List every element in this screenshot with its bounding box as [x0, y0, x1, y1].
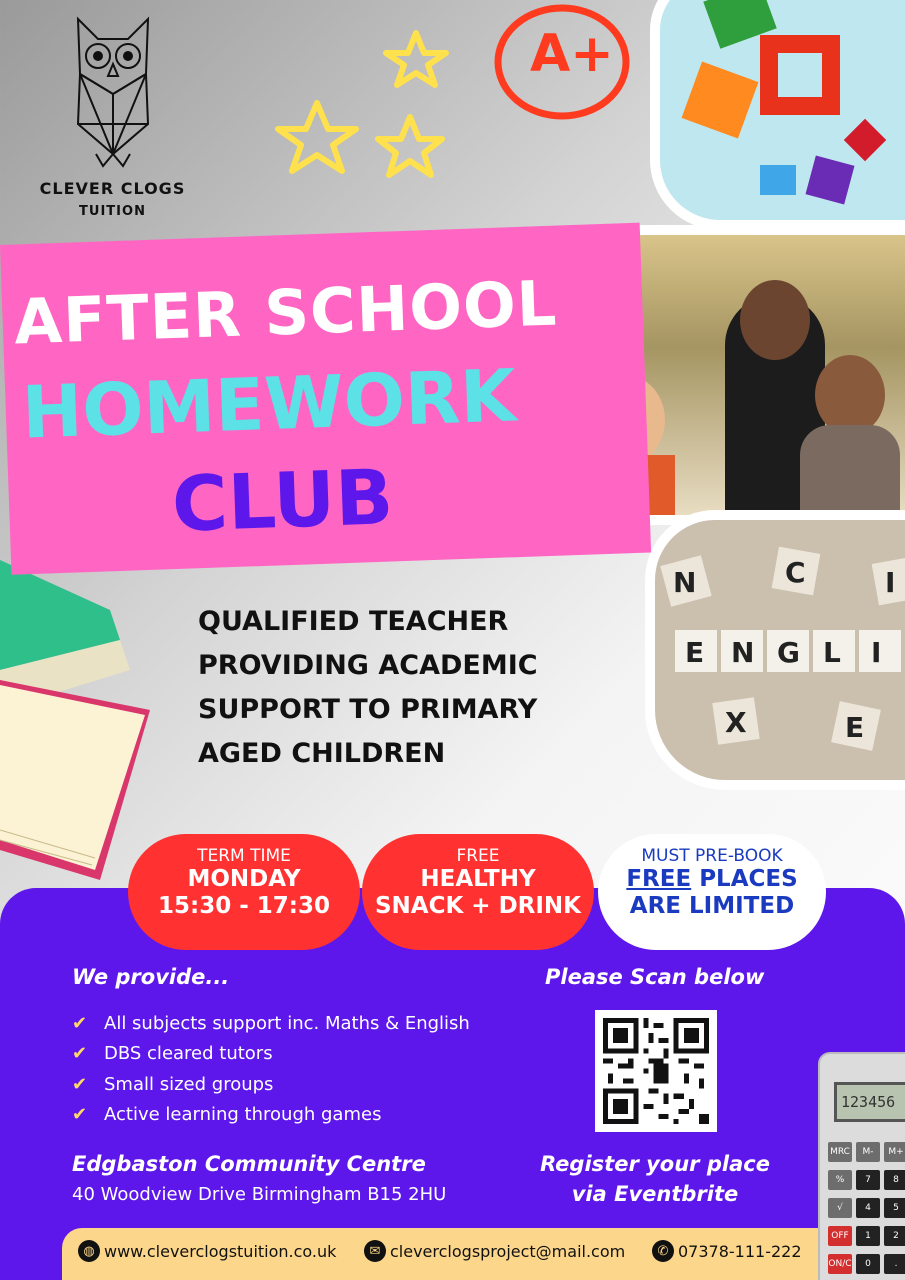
snack-line-1: HEALTHY — [420, 866, 536, 892]
website-link[interactable] — [78, 1240, 336, 1262]
owl-icon — [68, 14, 158, 169]
list-item — [72, 1100, 470, 1131]
list-item-text: All subjects support inc. Maths & English — [104, 1012, 470, 1034]
calc-key: OFF — [828, 1226, 852, 1246]
brand-logo — [30, 14, 195, 224]
calc-key: % — [828, 1170, 852, 1190]
star-icons — [270, 25, 470, 205]
scan-heading: Please Scan below — [545, 965, 765, 989]
free-snack-badge — [362, 834, 594, 950]
check-icon: ✔ — [72, 1043, 88, 1065]
scrabble-photo — [645, 510, 905, 790]
tagline-line: PROVIDING ACADEMIC — [198, 650, 538, 681]
prebook-line-1 — [598, 866, 826, 893]
list-item-text: Small sized groups — [104, 1073, 274, 1095]
tagline-line: QUALIFIED TEACHER — [198, 606, 509, 637]
letter-tiles — [655, 520, 905, 790]
qr-code-icon — [603, 1018, 709, 1124]
check-icon: ✔ — [72, 1104, 88, 1126]
provide-list — [72, 1008, 470, 1130]
term-time-badge — [128, 834, 360, 950]
places-text: PLACES — [691, 866, 798, 892]
calc-key: 4 — [856, 1198, 880, 1218]
free-underlined: FREE — [626, 866, 692, 892]
svg-text:X: X — [725, 706, 747, 739]
title-line-3: CLUB — [170, 452, 395, 549]
snack-line-2: SNACK + DRINK — [374, 893, 582, 919]
svg-text:E: E — [845, 711, 865, 744]
term-label: TERM TIME — [197, 846, 291, 866]
calc-key: . — [884, 1254, 905, 1274]
svg-text:L: L — [823, 636, 841, 669]
mail-icon: ✉ — [364, 1240, 386, 1262]
svg-text:N: N — [673, 566, 697, 599]
term-day: MONDAY — [187, 866, 301, 892]
calc-key: 8 — [884, 1170, 905, 1190]
website-text: www.cleverclogstuition.co.uk — [104, 1241, 337, 1261]
globe-icon: ◍ — [78, 1240, 100, 1262]
register-line-1: Register your place — [540, 1152, 770, 1176]
email-link[interactable] — [364, 1240, 625, 1262]
calc-key: ON/C — [828, 1254, 852, 1274]
calc-key: M- — [856, 1142, 880, 1162]
svg-text:N: N — [731, 636, 755, 669]
svg-text:G: G — [777, 636, 800, 669]
title-line-2: HOMEWORK — [20, 353, 518, 455]
prebook-label: MUST PRE-BOOK — [641, 846, 783, 866]
grade-badge — [492, 2, 632, 122]
check-icon: ✔ — [72, 1012, 88, 1034]
calc-key: √ — [828, 1198, 852, 1218]
list-item — [72, 1069, 470, 1100]
qr-code[interactable] — [595, 1010, 717, 1132]
venue-name: Edgbaston Community Centre — [72, 1152, 426, 1176]
svg-text:I: I — [885, 566, 896, 599]
list-item — [72, 1008, 470, 1039]
register-line-2[interactable]: via Eventbrite — [571, 1182, 739, 1206]
venue-address: 40 Woodview Drive Birmingham B15 2HU — [72, 1184, 447, 1205]
phone-icon: ✆ — [652, 1240, 674, 1262]
calc-key: MRC — [828, 1142, 852, 1162]
teacher-head — [740, 280, 810, 360]
list-item-text: DBS cleared tutors — [104, 1043, 273, 1065]
calculator-display: 123456 — [834, 1082, 905, 1122]
term-hours: 15:30 - 17:30 — [158, 893, 330, 919]
list-item-text: Active learning through games — [104, 1104, 382, 1126]
tagline — [198, 600, 618, 776]
brand-name: CLEVER CLOGS — [39, 179, 186, 198]
red-diamond-shape — [844, 119, 886, 161]
calc-key: 5 — [884, 1198, 905, 1218]
provide-heading: We provide... — [72, 965, 230, 989]
title-line-1: AFTER SCHOOL — [12, 266, 559, 359]
grade-text: A+ — [530, 24, 614, 84]
phone-text: 07378-111-222 — [678, 1241, 802, 1261]
calc-key: 1 — [856, 1226, 880, 1246]
blue-shape — [760, 165, 796, 195]
purple-shape — [806, 156, 855, 205]
svg-text:I: I — [871, 636, 882, 669]
brand-subtitle: TUITION — [79, 204, 146, 219]
prebook-line-2: ARE LIMITED — [629, 893, 795, 919]
shapes-photo — [650, 0, 905, 230]
calc-key: 2 — [884, 1226, 905, 1246]
calc-key: M+ — [884, 1142, 905, 1162]
orange-shape — [682, 62, 759, 139]
tagline-line: SUPPORT TO PRIMARY — [198, 694, 538, 725]
calc-key: 0 — [856, 1254, 880, 1274]
email-text: cleverclogsproject@mail.com — [390, 1241, 626, 1261]
check-icon: ✔ — [72, 1073, 88, 1095]
pre-book-badge — [598, 834, 826, 950]
girl-head — [815, 355, 885, 435]
red-square-shape — [760, 35, 840, 115]
calculator-decoration — [818, 1052, 905, 1280]
tagline-line: AGED CHILDREN — [198, 738, 446, 769]
svg-text:E: E — [685, 636, 705, 669]
calc-key: 7 — [856, 1170, 880, 1190]
svg-text:C: C — [785, 556, 806, 589]
list-item — [72, 1039, 470, 1070]
snack-label: FREE — [456, 846, 500, 866]
phone-link[interactable] — [652, 1240, 802, 1262]
